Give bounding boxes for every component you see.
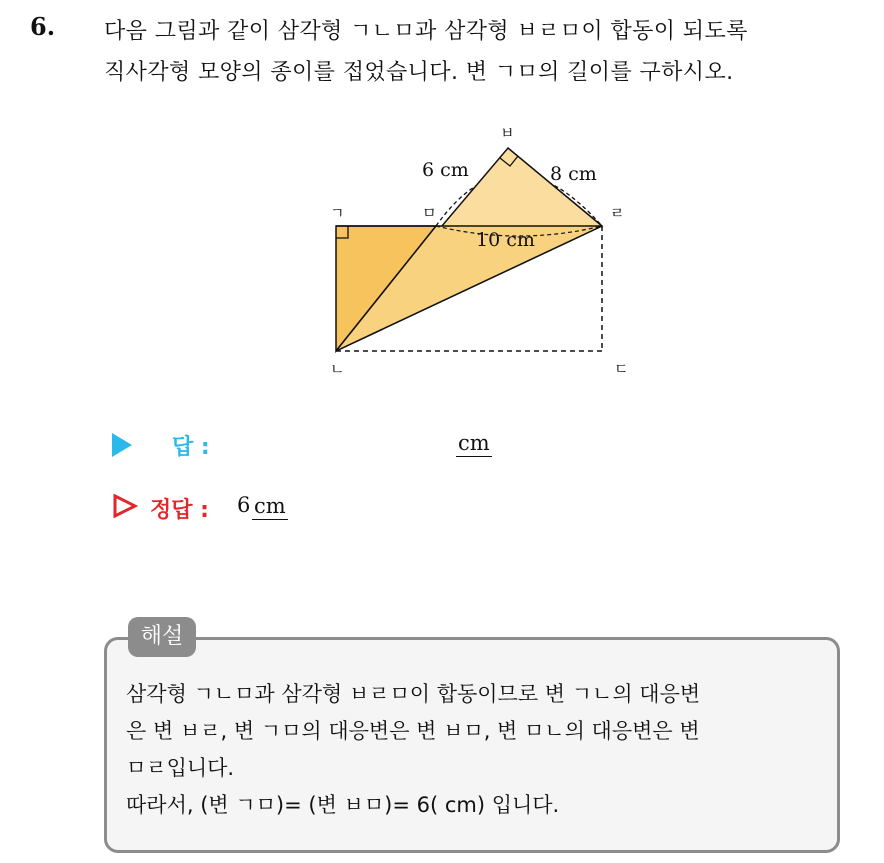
vertex-label-r: ㄹ bbox=[610, 204, 625, 222]
length-label-10cm: 10 cm bbox=[476, 229, 535, 251]
vertex-label-n: ㄴ bbox=[330, 360, 345, 378]
explanation-line: 은 변 ㅂㄹ, 변 ㄱㅁ의 대응변은 변 ㅂㅁ, 변 ㅁㄴ의 대응변은 변 bbox=[126, 719, 700, 743]
answer-label: 답 : bbox=[172, 435, 210, 460]
vertex-label-g: ㄱ bbox=[330, 204, 345, 222]
solution-label: 정답 : bbox=[150, 498, 209, 523]
answer-blank-unit[interactable]: cm bbox=[458, 431, 490, 455]
explanation-line: 따라서, (변 ㄱㅁ)= (변 ㅂㅁ)= 6( cm) 입니다. bbox=[126, 793, 560, 817]
solution-row bbox=[112, 490, 512, 526]
question-number: 6. bbox=[30, 12, 56, 41]
length-label-6cm: 6 cm bbox=[422, 159, 469, 181]
question-text-line-2: 직사각형 모양의 종이를 접었습니다. 변 ㄱㅁ의 길이를 구하시오. bbox=[104, 60, 734, 85]
solution-unit: cm bbox=[254, 494, 286, 518]
solution-value: 6 bbox=[237, 493, 251, 517]
play-arrow-icon bbox=[112, 433, 132, 457]
explanation-line: 삼각형 ㄱㄴㅁ과 삼각형 ㅂㄹㅁ이 합동이므로 변 ㄱㄴ의 대응변 bbox=[126, 682, 701, 706]
vertex-label-d: ㄷ bbox=[614, 360, 629, 378]
answer-row bbox=[112, 428, 612, 462]
folded-rectangle-figure bbox=[300, 112, 640, 382]
length-label-8cm: 8 cm bbox=[550, 163, 597, 185]
question-text-line-1: 다음 그림과 같이 삼각형 ㄱㄴㅁ과 삼각형 ㅂㄹㅁ이 합동이 되도록 bbox=[104, 19, 748, 44]
explanation-tag: 해설 bbox=[128, 617, 196, 657]
vertex-label-m: ㅁ bbox=[422, 204, 437, 222]
outline-arrow-icon bbox=[112, 493, 138, 519]
vertex-label-b: ㅂ bbox=[500, 124, 515, 142]
explanation-line: ㅁㄹ입니다. bbox=[126, 756, 235, 780]
explanation-text bbox=[126, 676, 836, 824]
